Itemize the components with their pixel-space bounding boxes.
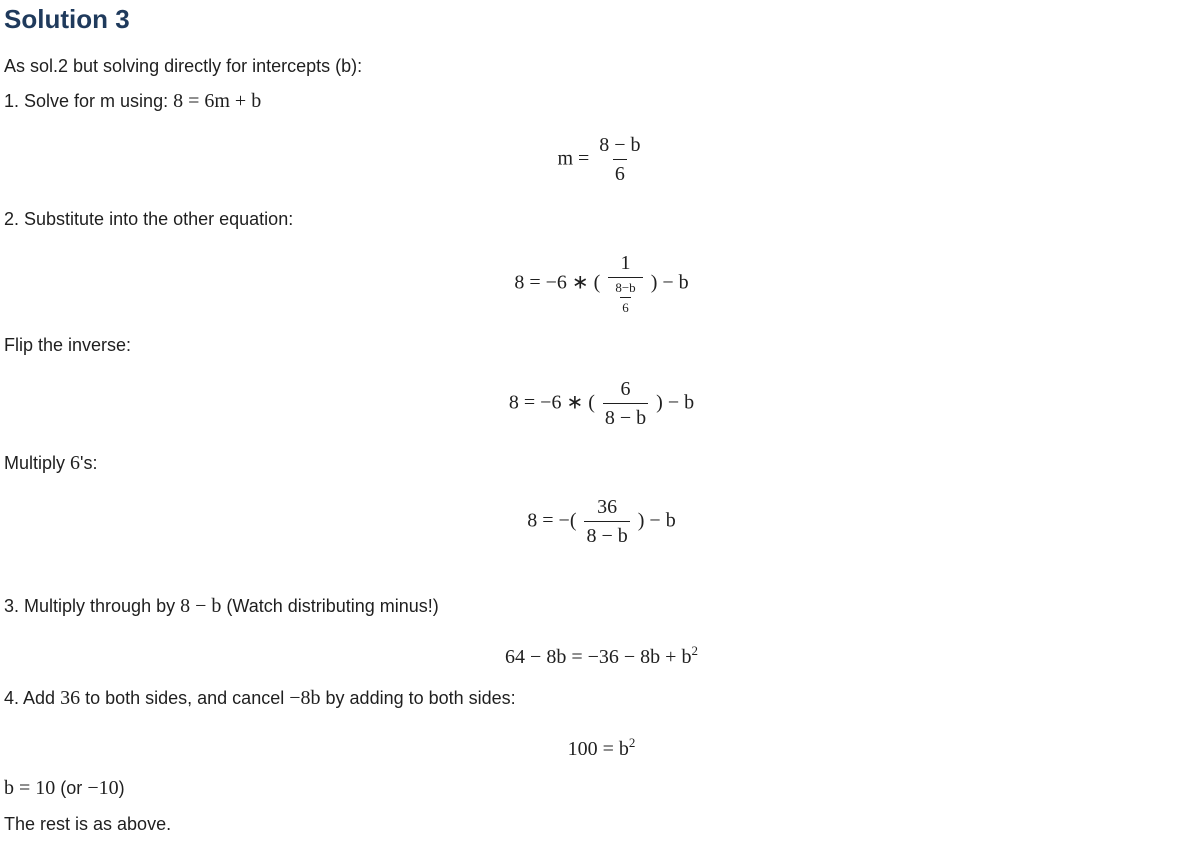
equation-flip-fraction — [603, 378, 648, 430]
multiply-math: 6 — [70, 452, 81, 474]
fraction-denominator: 6 — [613, 159, 627, 186]
step-4-p3: by adding to both sides: — [325, 688, 516, 708]
result-p1: (or — [60, 778, 83, 798]
result-line — [4, 777, 125, 799]
equation-result-square — [0, 735, 1203, 761]
equation-result-square-text: 100 = b — [567, 738, 629, 760]
step-4 — [4, 687, 516, 709]
fraction-denominator — [608, 277, 642, 316]
equation-distribute-exponent: 2 — [691, 643, 698, 658]
fraction-numerator: 6 — [620, 378, 631, 400]
step-4-m2: −8b — [289, 687, 321, 709]
equation-distribute — [0, 643, 1203, 669]
step-2-text: 2. Substitute into the other equation: — [4, 209, 294, 229]
fraction-numerator: 36 — [597, 496, 618, 518]
result-p2: ) — [118, 778, 125, 798]
equation-substitute-rhs: ) − b — [650, 271, 689, 294]
equation-m-lhs: m = — [557, 147, 590, 170]
multiply-prefix: Multiply — [4, 453, 66, 473]
equation-substitute-lhs: 8 = −6 ∗ ( — [514, 271, 601, 294]
nested-fraction — [613, 281, 637, 316]
step-1-math: 8 = 6m + b — [173, 90, 262, 112]
step-4-m1: 36 — [60, 687, 81, 709]
result-math-1: b = 10 — [4, 777, 56, 799]
result-math-2: −10 — [87, 777, 119, 799]
fraction-denominator: 8 − b — [603, 403, 648, 430]
fraction-numerator: 8 − b — [599, 134, 641, 156]
flip-text: Flip the inverse: — [4, 335, 132, 355]
rest-text: The rest is as above. — [4, 814, 172, 834]
step-4-p2: to both sides, and cancel — [85, 688, 285, 708]
page-title: Solution 3 — [4, 4, 130, 34]
step-3-prefix: 3. Multiply through by — [4, 596, 176, 616]
step-1-text: 1. Solve for m using: — [4, 91, 169, 111]
equation-substitute-fraction — [608, 252, 642, 316]
step-1 — [4, 90, 261, 112]
step-3-suffix: (Watch distributing minus!) — [226, 596, 439, 616]
equation-substitute — [0, 252, 1203, 316]
multiply-suffix: 's: — [80, 453, 98, 473]
equation-flip-rhs: ) − b — [656, 391, 695, 414]
step-3 — [4, 595, 439, 617]
equation-result-square-exponent: 2 — [628, 735, 636, 750]
fraction-numerator: 1 — [620, 252, 631, 274]
nested-denominator: 6 — [620, 297, 631, 316]
equation-multiply-lhs: 8 = −( — [527, 509, 577, 532]
step-4-p1: 4. Add — [4, 688, 56, 708]
step-3-math: 8 − b — [180, 595, 222, 617]
equation-flip — [0, 378, 1203, 430]
equation-flip-lhs: 8 = −6 ∗ ( — [508, 391, 595, 414]
equation-multiply-fraction — [584, 496, 629, 548]
equation-m-fraction — [597, 134, 642, 186]
equation-m — [0, 134, 1203, 186]
intro-text: As sol.2 but solving directly for intercepts (b): — [4, 56, 363, 76]
multiply-text — [4, 452, 97, 474]
fraction-denominator: 8 − b — [584, 521, 629, 548]
nested-numerator: 8−b — [615, 280, 636, 295]
equation-multiply — [0, 496, 1203, 548]
equation-distribute-text: 64 − 8b = −36 − 8b + b — [505, 646, 692, 668]
equation-multiply-rhs: ) − b — [637, 509, 676, 532]
